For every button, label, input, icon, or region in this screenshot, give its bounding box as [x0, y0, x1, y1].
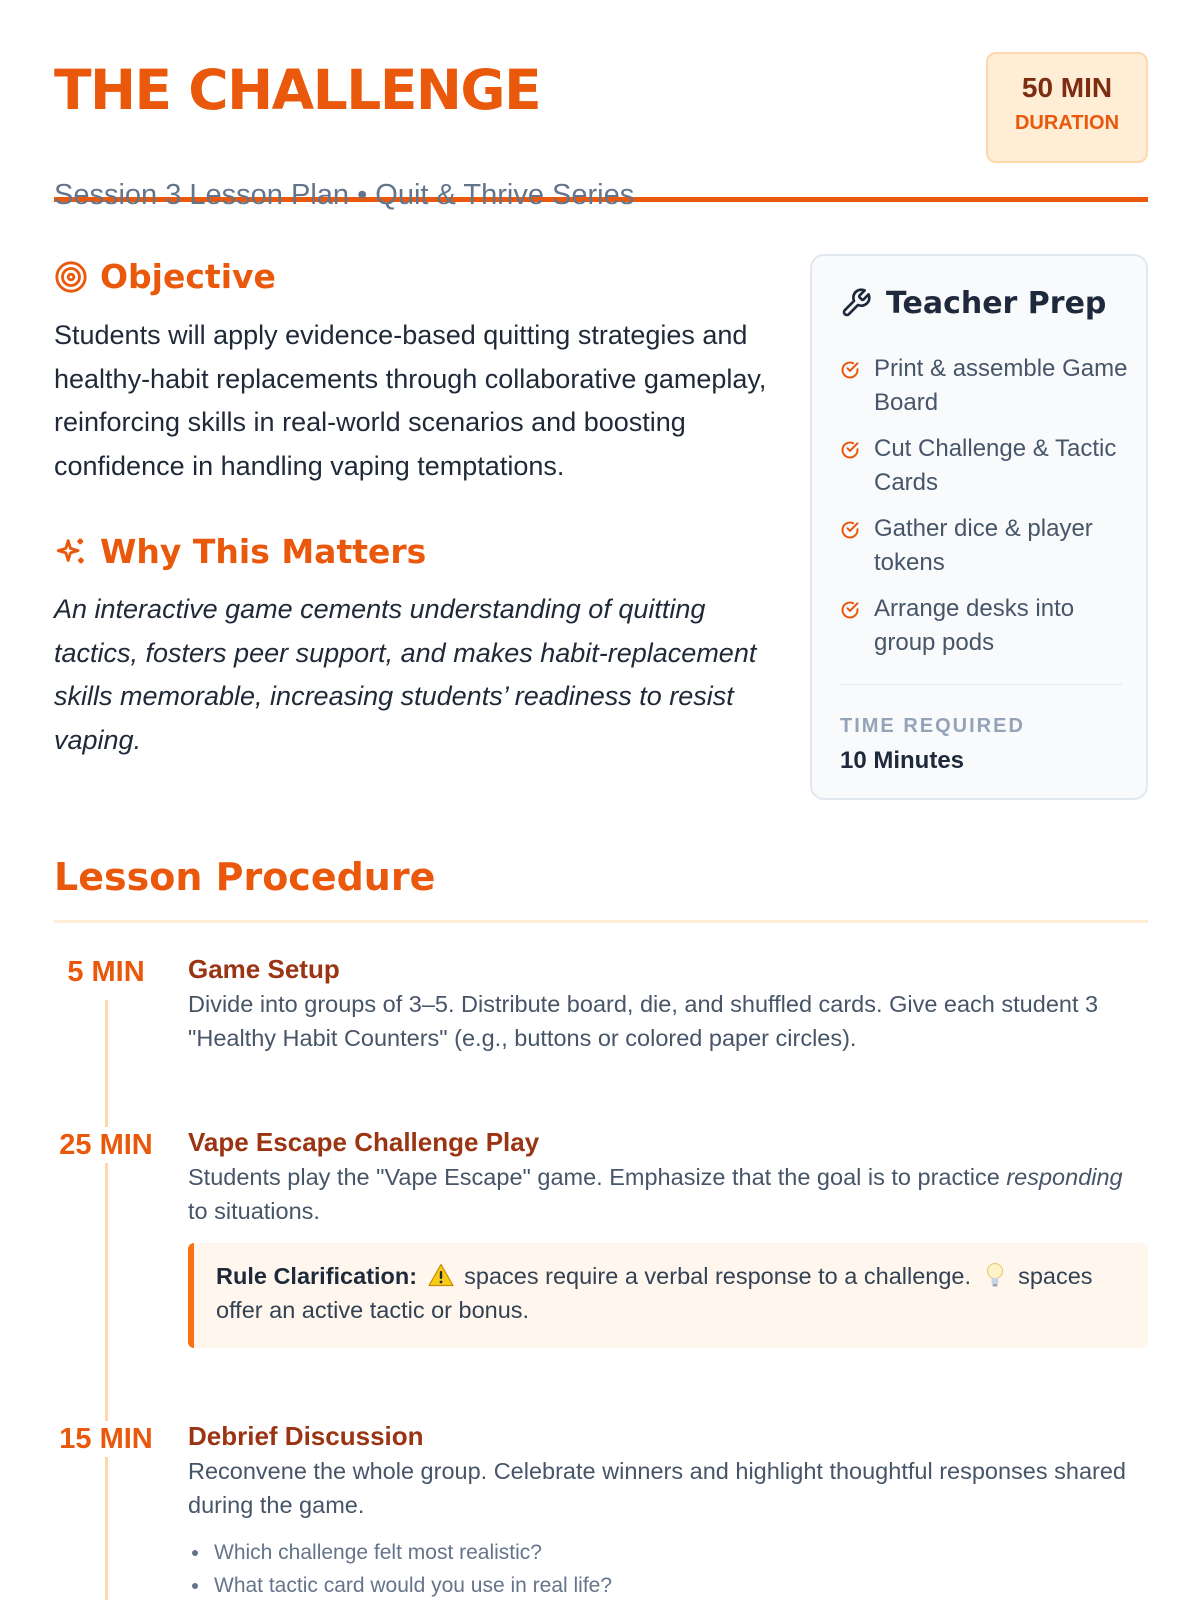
objective-heading-text: Objective: [100, 257, 276, 296]
page-header: [54, 52, 1148, 211]
step-time: 15 MIN: [52, 1421, 160, 1457]
objective-text: Students will apply evidence-based quitting strategies and healthy-habit replacements through collaborative gameplay, reinforcing skills in real-world scenarios and boosting confidence in handling vaping temptations.: [54, 320, 767, 481]
procedure-heading: Lesson Procedure: [54, 855, 436, 899]
debrief-questions-list: [190, 1536, 1090, 1600]
wrench-icon: [840, 287, 874, 321]
teacher-prep-heading-text: Teacher Prep: [886, 286, 1107, 321]
duration-label: DURATION: [1014, 112, 1120, 134]
why-heading: [54, 532, 426, 571]
step-title: Debrief Discussion: [188, 1421, 424, 1451]
step-title: Game Setup: [188, 954, 340, 984]
list-item: What tactic card would you use in real life?: [190, 1569, 1090, 1600]
page-title: THE CHALLENGE: [54, 58, 541, 122]
list-item: Which challenge felt most realistic?: [190, 1536, 1090, 1569]
duration-value: 50 MIN: [1021, 72, 1113, 103]
prep-item: Gather dice & player tokens: [840, 512, 1130, 580]
check-circle-icon: [840, 440, 860, 460]
prep-item: Arrange desks into group pods: [840, 592, 1130, 660]
step-time: 5 MIN: [52, 954, 160, 990]
step-description: Divide into groups of 3–5. Distribute board, die, and shuffled cards. Give each student 3 "Healthy Habit Counters" (e.g., buttons or colored paper circles).: [188, 991, 1099, 1051]
duration-badge: [986, 52, 1148, 163]
check-circle-icon: [840, 520, 860, 540]
emphasis-text: responding: [1006, 1164, 1123, 1190]
timeline-line: [105, 1000, 108, 1600]
sparkles-icon: [54, 535, 88, 569]
why-heading-text: Why This Matters: [100, 532, 427, 571]
step-title: Vape Escape Challenge Play: [188, 1127, 540, 1157]
page-subtitle: Session 3 Lesson Plan • Quit & Thrive Series: [54, 179, 635, 211]
prep-item: Print & assemble Game Board: [840, 352, 1130, 420]
teacher-prep-list: [840, 352, 1130, 672]
warning-icon: [428, 1263, 454, 1287]
callout-label: Rule Clarification:: [216, 1263, 418, 1289]
prep-item: Cut Challenge & Tactic Cards: [840, 432, 1130, 500]
teacher-prep-heading: [840, 286, 1106, 321]
prep-divider: [840, 684, 1122, 685]
check-circle-icon: [840, 600, 860, 620]
rule-clarification-callout: Rule Clarification: spaces require a verbal response to a challenge. spaces offer an active tactic or bonus.: [188, 1243, 1148, 1348]
procedure-divider: [54, 920, 1148, 923]
check-circle-icon: [840, 360, 860, 380]
teacher-prep-card: [810, 254, 1148, 800]
why-text: An interactive game cements understanding of quitting tactics, fosters peer support, and makes habit-replacement skills memorable, increasing students’ readiness to resist vaping.: [54, 594, 757, 755]
target-icon: [54, 260, 88, 294]
step-description: Students play the "Vape Escape" game. Emphasize that the goal is to practice responding to situations.: [188, 1164, 1123, 1224]
step-time: 25 MIN: [52, 1127, 160, 1163]
prep-time-value: 10 Minutes: [840, 747, 965, 774]
objective-heading: [54, 257, 276, 296]
step-description: Reconvene the whole group. Celebrate winners and highlight thoughtful responses shared during the game.: [188, 1458, 1127, 1518]
prep-time-label: TIME REQUIRED: [840, 715, 1025, 737]
lightbulb-icon: [986, 1262, 1004, 1288]
